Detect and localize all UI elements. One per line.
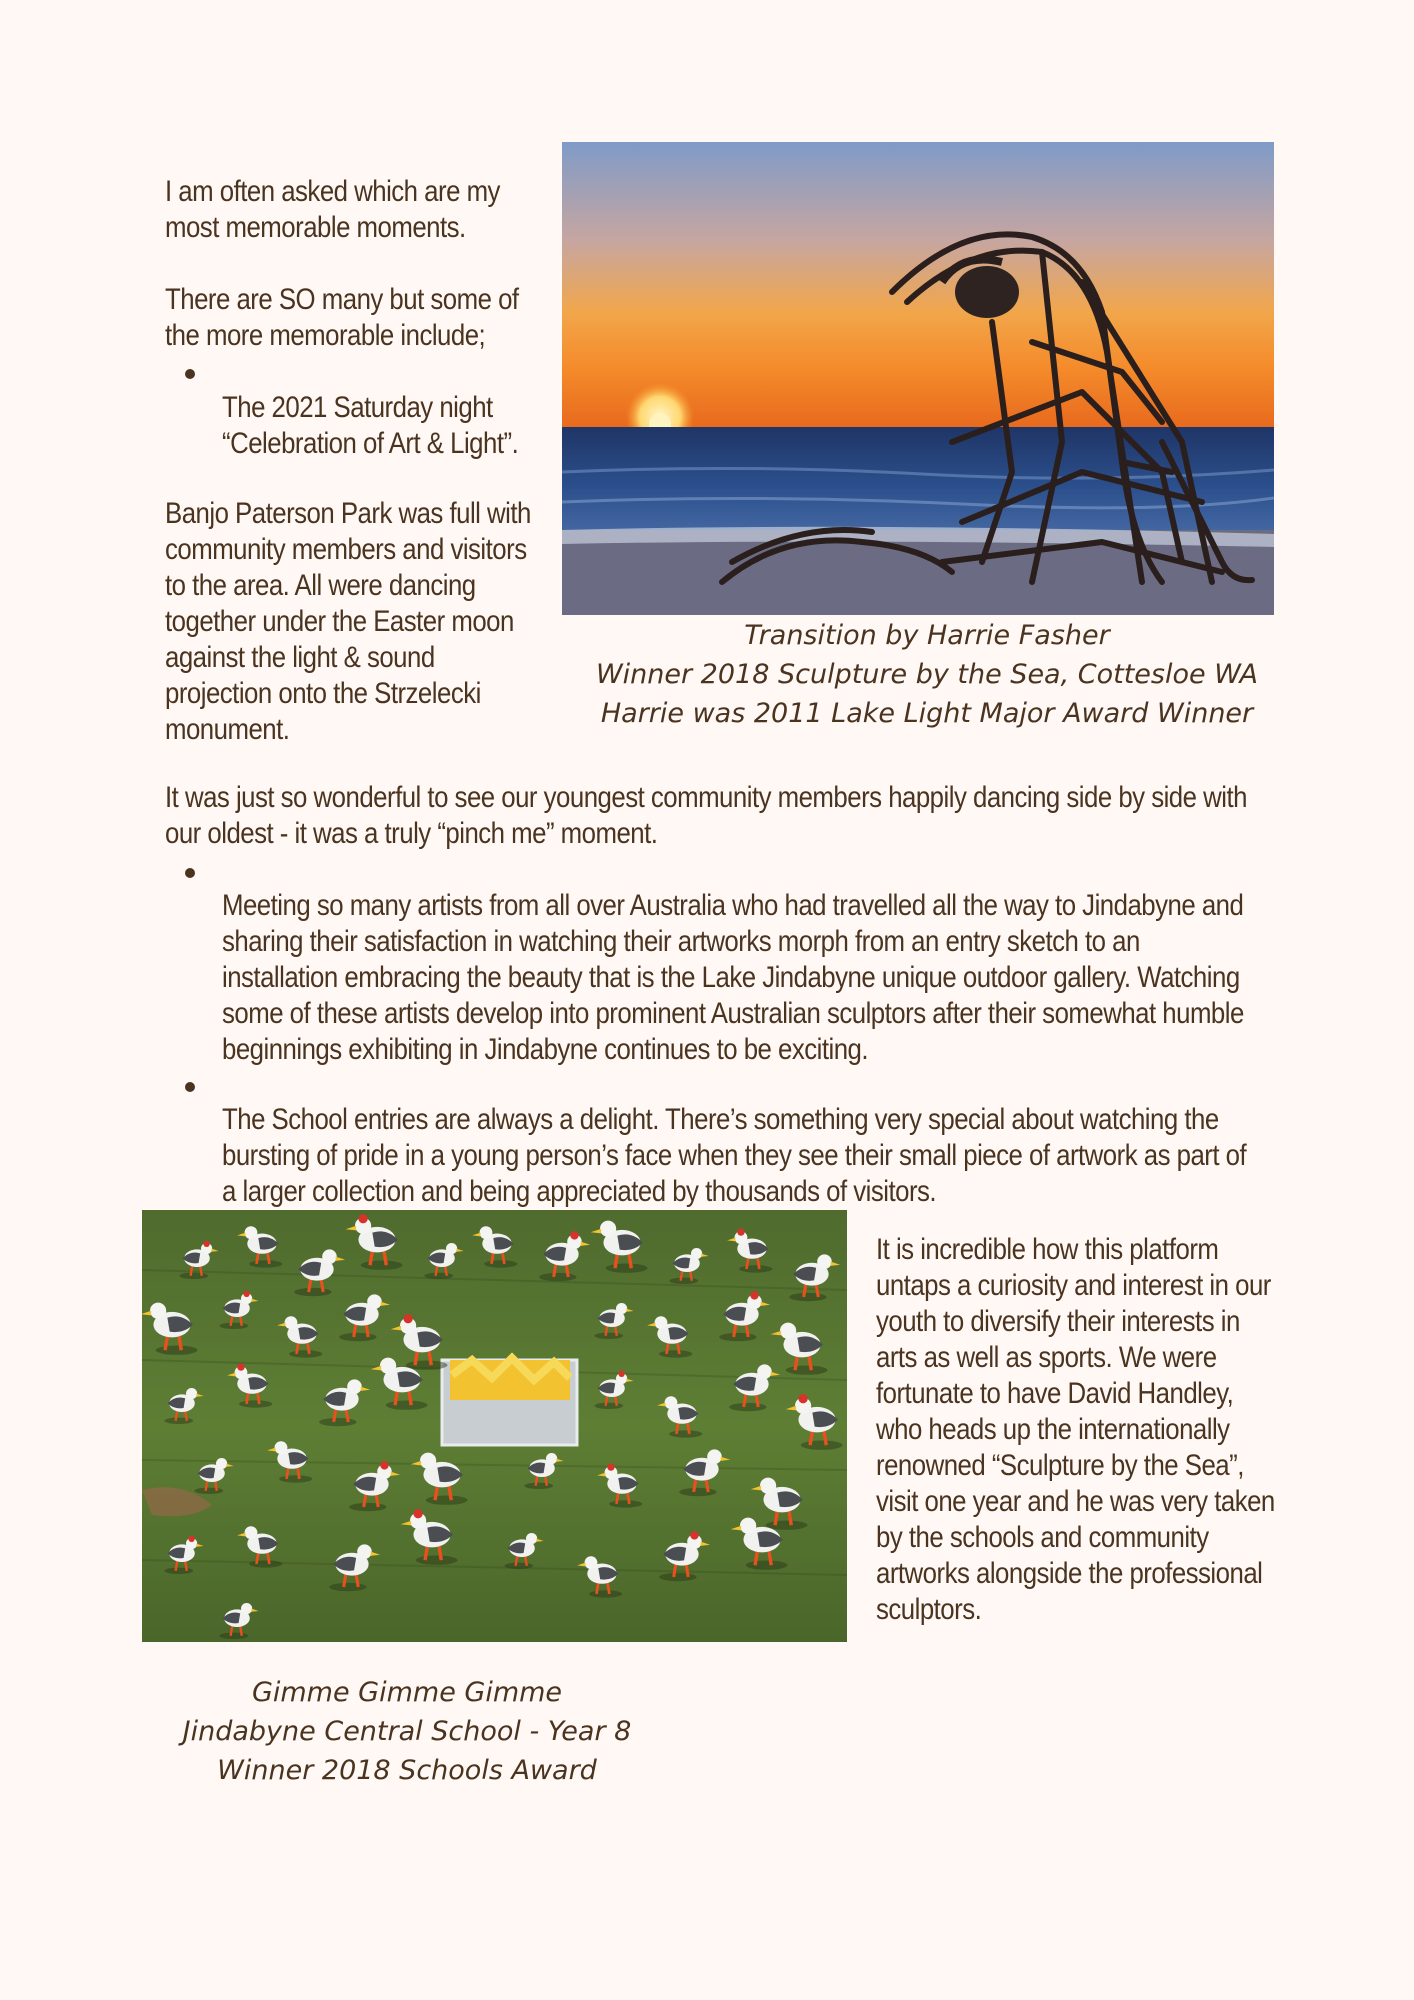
platform-line: youth to diversify their interests in xyxy=(876,1305,1240,1338)
intro-text xyxy=(165,174,519,354)
bullet-line: installation embracing the beauty that is the Lake Jindabyne unique outdoor gallery. Watching xyxy=(222,961,1240,994)
dancing-line: our oldest - it was a truly “pinch me” moment. xyxy=(165,817,658,850)
caption-line: Jindabyne Central School - Year 8 xyxy=(182,1716,632,1747)
bullet-line: sharing their satisfaction in watching their artworks morph from an entry sketch to an xyxy=(222,925,1140,958)
intro-line: I am often asked which are my xyxy=(165,175,500,208)
platform-line: fortunate to have David Handley, xyxy=(876,1377,1234,1410)
intro-line: the more memorable include; xyxy=(165,319,486,352)
bullet-line: “Celebration of Art & Light”. xyxy=(222,427,519,460)
sculpture-sunset-photo xyxy=(562,142,1274,615)
bullet-dot xyxy=(185,1082,195,1092)
caption-line: Transition by Harrie Fasher xyxy=(744,620,1110,651)
park-line: to the area. All were dancing xyxy=(165,569,476,602)
park-line: monument. xyxy=(165,713,290,746)
dancing-paragraph xyxy=(165,780,1247,852)
platform-line: It is incredible how this platform xyxy=(876,1233,1219,1266)
park-paragraph xyxy=(165,496,531,748)
bullet-2-text xyxy=(222,888,1244,1068)
bullet-line: The School entries are always a delight. There’s something very special about watching the xyxy=(222,1103,1219,1136)
bullet-line: Meeting so many artists from all over Australia who had travelled all the way to Jindabyne and xyxy=(222,889,1244,922)
intro-line: There are SO many but some of xyxy=(165,283,519,316)
bullet-line: bursting of pride in a young person’s face when they see their small piece of artwork as part of xyxy=(222,1139,1247,1172)
platform-paragraph xyxy=(876,1232,1275,1628)
seagulls-caption xyxy=(22,1673,792,1790)
bullet-line: The 2021 Saturday night xyxy=(222,391,493,424)
intro-line: most memorable moments. xyxy=(165,211,466,244)
dancing-line: It was just so wonderful to see our youngest community members happily dancing side by side with xyxy=(165,781,1247,814)
platform-line: untaps a curiosity and interest in our xyxy=(876,1269,1271,1302)
caption-line: Harrie was 2011 Lake Light Major Award Winner xyxy=(600,698,1254,729)
park-line: together under the Easter moon xyxy=(165,605,514,638)
park-line: Banjo Paterson Park was full with xyxy=(165,497,531,530)
platform-line: visit one year and he was very taken xyxy=(876,1485,1275,1518)
bullet-dot xyxy=(185,369,195,379)
bullet-line: a larger collection and being appreciated by thousands of visitors. xyxy=(222,1175,937,1208)
park-line: against the light & sound xyxy=(165,641,435,674)
platform-line: sculptors. xyxy=(876,1593,982,1626)
platform-line: renowned “Sculpture by the Sea”, xyxy=(876,1449,1244,1482)
caption-line: Winner 2018 Sculpture by the Sea, Cottesloe WA xyxy=(595,659,1259,690)
platform-line: arts as well as sports. We were xyxy=(876,1341,1217,1374)
bullet-dot xyxy=(185,868,195,878)
bullet-3-text xyxy=(222,1102,1246,1210)
park-line: projection onto the Strzelecki xyxy=(165,677,481,710)
bullet-line: some of these artists develop into prominent Australian sculptors after their somewhat humble xyxy=(222,997,1244,1030)
platform-line: who heads up the internationally xyxy=(876,1413,1230,1446)
platform-line: artworks alongside the professional xyxy=(876,1557,1263,1590)
seagulls-photo xyxy=(142,1210,847,1642)
bullet-1-text xyxy=(222,390,518,462)
caption-line: Winner 2018 Schools Award xyxy=(217,1755,597,1786)
park-line: community members and visitors xyxy=(165,533,527,566)
platform-line: by the schools and community xyxy=(876,1521,1209,1554)
bullet-line: beginnings exhibiting in Jindabyne continues to be exciting. xyxy=(222,1033,869,1066)
sculpture-caption xyxy=(562,616,1292,733)
caption-line: Gimme Gimme Gimme xyxy=(251,1677,563,1708)
